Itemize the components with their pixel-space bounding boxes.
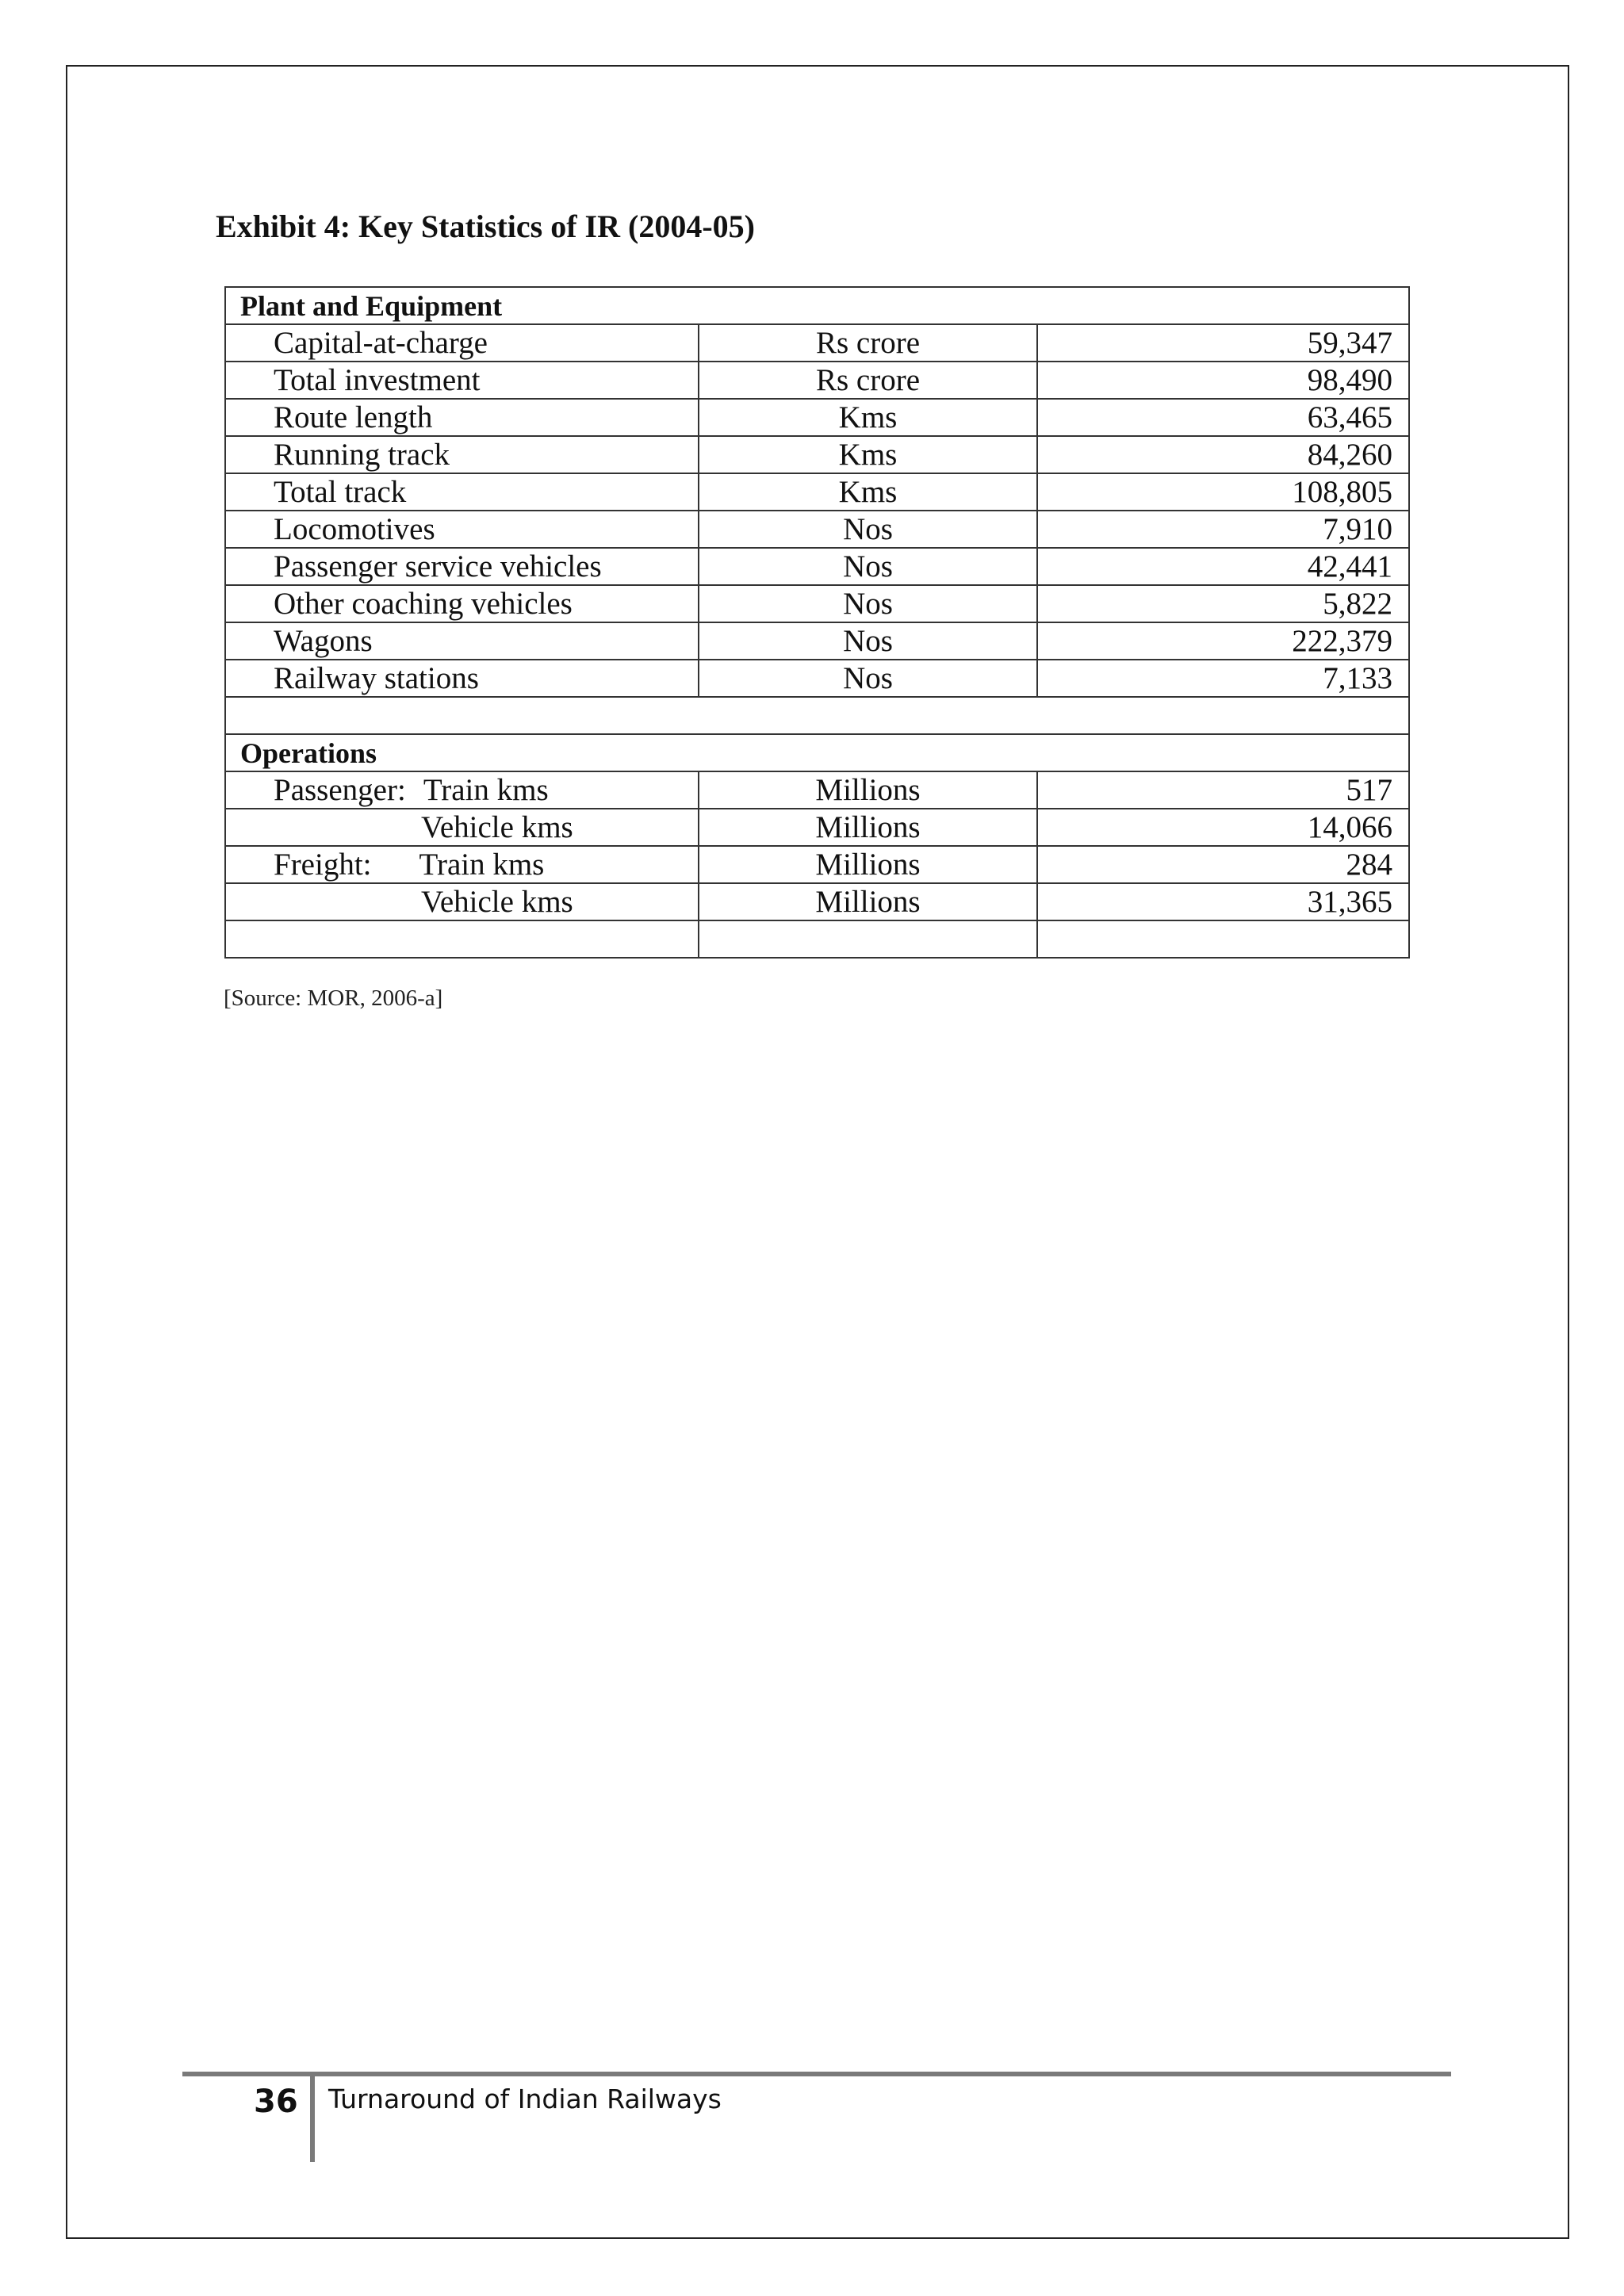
row-label [225,771,699,809]
spacer-row [225,697,1409,734]
row-unit: Rs crore [699,362,1037,399]
row-label: Other coaching vehicles [225,585,699,622]
spacer-row [225,920,1409,958]
table-row [225,660,1409,697]
table-row [225,585,1409,622]
row-unit: Millions [699,883,1037,920]
table-row [225,548,1409,585]
row-label: Total investment [225,362,699,399]
table-row [225,622,1409,660]
row-label: Railway stations [225,660,699,697]
row-unit: Nos [699,622,1037,660]
row-label: Running track [225,436,699,473]
footer-document-title: Turnaround of Indian Railways [328,2084,722,2114]
row-label [225,846,699,883]
row-value: 42,441 [1037,548,1409,585]
empty-cell [225,697,1409,734]
table-row [225,324,1409,362]
row-unit: Nos [699,548,1037,585]
row-value: 59,347 [1037,324,1409,362]
row-label [225,883,699,920]
table-row [225,771,1409,809]
row-unit: Millions [699,846,1037,883]
table-row [225,436,1409,473]
row-value: 98,490 [1037,362,1409,399]
row-value: 7,133 [1037,660,1409,697]
row-label: Locomotives [225,511,699,548]
row-value: 7,910 [1037,511,1409,548]
table-row [225,511,1409,548]
section-heading-plant: Plant and Equipment [225,287,1409,324]
key-statistics-table [224,286,1410,959]
row-label: Total track [225,473,699,511]
row-label: Passenger service vehicles [225,548,699,585]
row-unit: Nos [699,585,1037,622]
section-header-row [225,287,1409,324]
row-label: Wagons [225,622,699,660]
row-unit: Kms [699,473,1037,511]
row-value: 5,822 [1037,585,1409,622]
row-value: 14,066 [1037,809,1409,846]
row-unit: Millions [699,771,1037,809]
row-unit: Nos [699,660,1037,697]
row-unit: Kms [699,399,1037,436]
row-unit: Millions [699,809,1037,846]
empty-cell [225,920,699,958]
row-sub-label: Train kms [419,848,545,882]
exhibit-title: Exhibit 4: Key Statistics of IR (2004-05) [216,209,755,244]
row-sub-label: Train kms [423,773,549,807]
footer-divider [310,2076,315,2162]
source-note: [Source: MOR, 2006-a] [224,985,443,1011]
table-row [225,362,1409,399]
row-value: 84,260 [1037,436,1409,473]
table-row [225,809,1409,846]
row-value: 222,379 [1037,622,1409,660]
empty-cell [1037,920,1409,958]
row-value: 108,805 [1037,473,1409,511]
table-row [225,883,1409,920]
table-row [225,846,1409,883]
row-value: 63,465 [1037,399,1409,436]
table-row [225,399,1409,436]
row-group-label: Passenger: [274,773,406,807]
row-unit: Rs crore [699,324,1037,362]
row-sub-label: Vehicle kms [421,810,573,844]
row-value: 517 [1037,771,1409,809]
footer-rule [182,2072,1451,2076]
row-label: Capital-at-charge [225,324,699,362]
row-label [225,809,699,846]
row-unit: Kms [699,436,1037,473]
row-sub-label: Vehicle kms [421,885,573,919]
row-value: 31,365 [1037,883,1409,920]
row-unit: Nos [699,511,1037,548]
row-value: 284 [1037,846,1409,883]
section-heading-operations: Operations [225,734,1409,771]
page-number: 36 [254,2084,298,2120]
table-row [225,473,1409,511]
empty-cell [699,920,1037,958]
row-group-label: Freight: [274,848,372,882]
row-label: Route length [225,399,699,436]
section-header-row [225,734,1409,771]
